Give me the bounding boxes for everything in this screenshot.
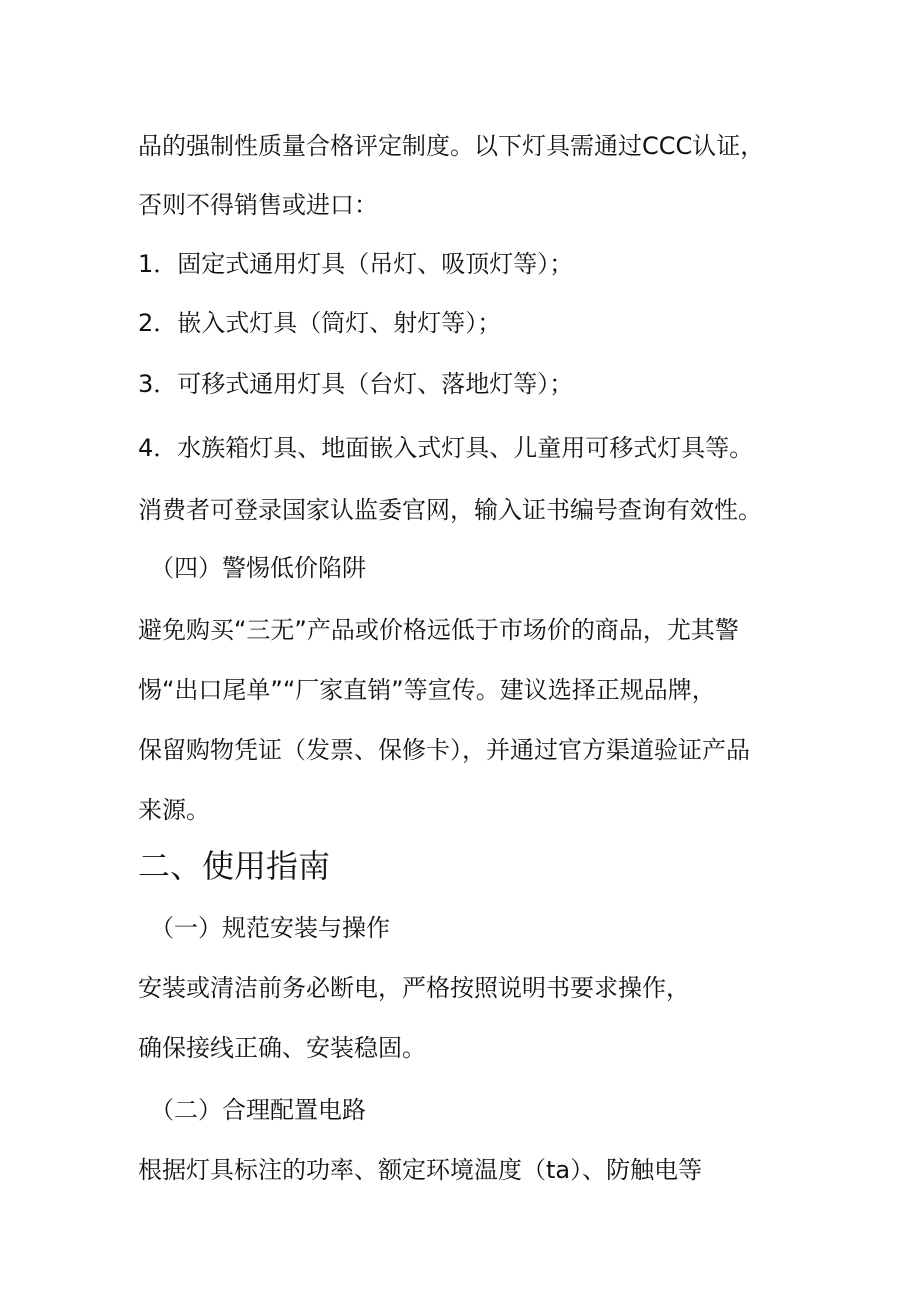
section-heading-2: （二）合理配置电路 [150,1096,366,1124]
paragraph-line-7: 来源。 [138,796,210,824]
paragraph-line-2: 否则不得销售或进口： [138,191,378,219]
section-heading-1: （一）规范安装与操作 [150,914,390,942]
list-item-1: 1．固定式通用灯具（吊灯、吸顶灯等）； [138,250,574,278]
paragraph-line-10: 根据灯具标注的功率、额定环境温度（ta）、防触电等 [138,1156,703,1184]
paragraph-line-8: 安装或清洁前务必断电，严格按照说明书要求操作， [138,974,690,1002]
paragraph-line-9: 确保接线正确、安装稳固。 [138,1034,426,1062]
paragraph-line-6: 保留购物凭证（发票、保修卡），并通过官方渠道验证产品 [138,736,750,764]
list-item-2: 2．嵌入式灯具（筒灯、射灯等）； [138,309,502,337]
paragraph-line-1: 品的强制性质量合格评定制度。以下灯具需通过CCC认证， [138,132,765,160]
paragraph-line-3: 消费者可登录国家认监委官网，输入证书编号查询有效性。 [138,496,762,524]
paragraph-line-5: 惕“出口尾单”“厂家直销”等宣传。建议选择正规品牌， [138,676,716,704]
list-item-3: 3．可移式通用灯具（台灯、落地灯等）； [138,370,574,398]
paragraph-line-4: 避免购买“三无”产品或价格远低于市场价的商品，尤其警 [138,616,739,644]
section-heading-4: （四）警惕低价陷阱 [150,554,366,582]
chapter-heading: 二、使用指南 [138,847,331,885]
list-item-4: 4．水族箱灯具、地面嵌入式灯具、儿童用可移式灯具等。 [138,434,754,462]
